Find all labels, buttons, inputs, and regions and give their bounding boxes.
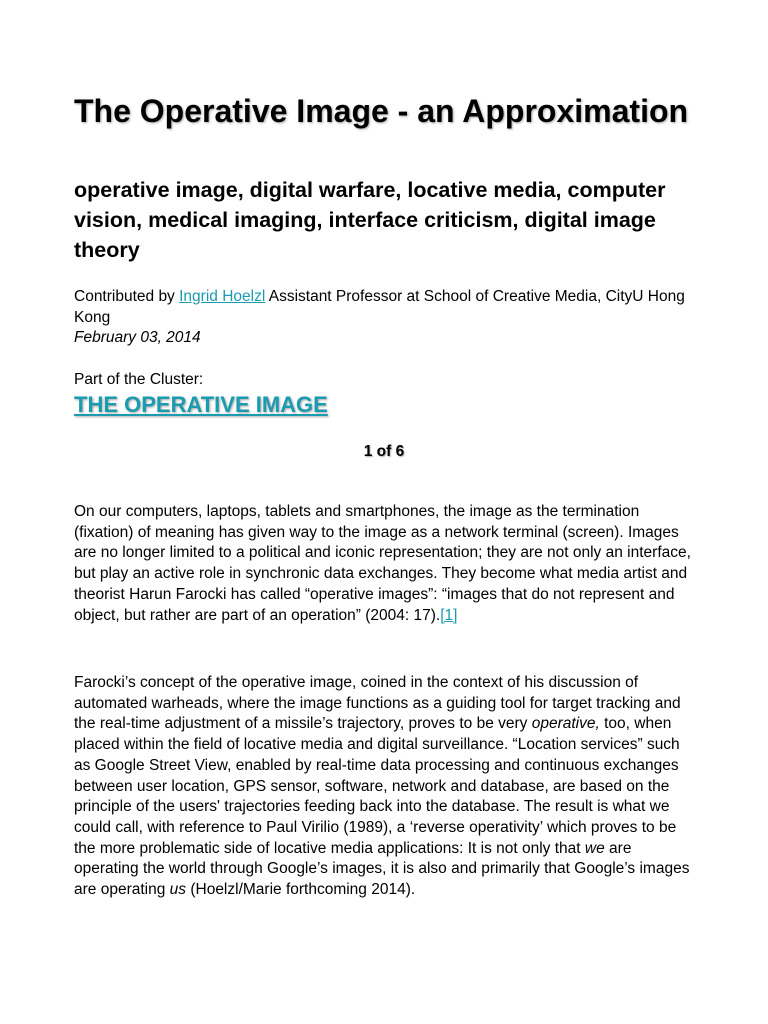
paragraph-2 (74, 673, 692, 901)
publication-date: February 03, 2014 (74, 329, 201, 346)
byline (74, 286, 694, 328)
cluster-link[interactable]: THE OPERATIVE IMAGE (74, 392, 328, 417)
article-keywords: operative image, digital warfare, locative media, computer vision, medical imaging, interface criticism, digital image theory (74, 178, 666, 262)
page-counter: 1 of 6 (363, 443, 405, 460)
paragraph-2-emphasis-operative: operative, (531, 715, 600, 733)
paragraph-2-text-2: too, when placed within the field of locative media and digital surveillance. “Location services” such as Google Street View, enabled by real-time data processing and continuous exchanges between user location, GPS sensor, software, network and database, are based on the principle of the users' trajectories feeding back into the database. The result is what we could call, with reference to Paul Virilio (1989), a ‘reverse operativity’ which proves to be the more problematic side of locative media applications: It is not only that (74, 715, 680, 857)
byline-affiliation: Assistant Professor at School of Creative Media, CityU Hong Kong (74, 288, 685, 326)
paragraph-2-emphasis-we: we (584, 839, 605, 857)
author-link[interactable]: Ingrid Hoelzl (179, 288, 266, 305)
article-title: The Operative Image - an Approximation (74, 93, 689, 129)
paragraph-2-text-4: (Hoelzl/Marie forthcoming 2014). (186, 881, 416, 899)
byline-prefix: Contributed by (74, 288, 180, 305)
paragraph-2-text-1: Farocki’s concept of the operative image, coined in the context of his discussion of automated warheads, where the image functions as a guiding tool for target tracking and the real-time adjustment of a missile’s trajectory, proves to be very (74, 674, 681, 733)
paragraph-1 (74, 502, 692, 626)
footnote-link-1[interactable]: [1] (440, 606, 458, 624)
cluster-label: Part of the Cluster: (74, 371, 204, 388)
paragraph-2-emphasis-us: us (169, 881, 187, 899)
paragraph-1-text: On our computers, laptops, tablets and smartphones, the image as the termination (fixation) of meaning has given way to the image as a network terminal (screen). Images are no longer limited to a political and iconic representation; they are not only an interface, but play an active role in synchronic data exchanges. They become what media artist and theorist Harun Farocki has called “operative images”: “images that do not represent and object, but rather are part of an operation” (2004: 17). (74, 503, 691, 624)
paragraph-2-text-3: are operating the world through Google’s images, it is also and primarily that Google’s images are operating (74, 839, 690, 899)
